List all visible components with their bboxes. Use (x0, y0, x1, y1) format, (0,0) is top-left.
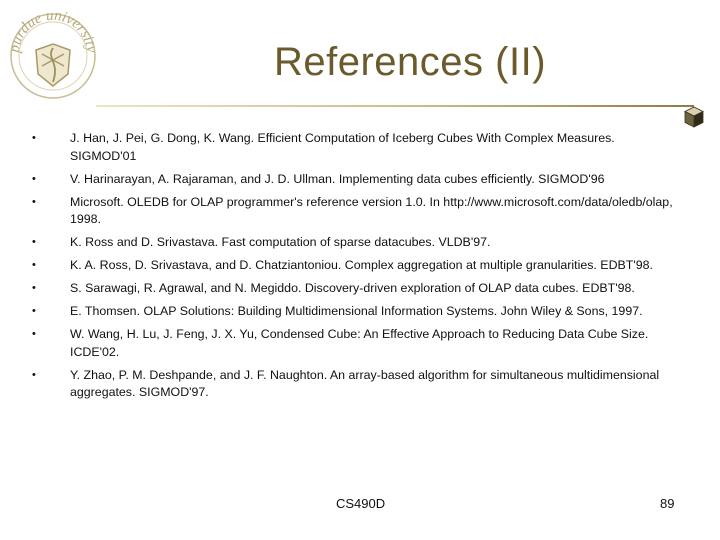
reference-text: V. Harinarayan, A. Rajaraman, and J. D. Ullman. Implementing data cubes efficiently. SIGMOD'96 (70, 171, 605, 186)
reference-list (26, 130, 676, 407)
list-item (26, 257, 676, 275)
bullet: • (32, 328, 36, 340)
bullet: • (32, 172, 36, 185)
university-seal-logo-icon (6, 4, 100, 102)
list-item (26, 280, 676, 298)
reference-text: J. Han, J. Pei, G. Dong, K. Wang. Efficient Computation of Iceberg Cubes With Complex Measures. SIGMOD'01 (70, 131, 615, 163)
page-number: 89 (660, 496, 675, 511)
bullet: • (32, 259, 36, 271)
reference-text: E. Thomsen. OLAP Solutions: Building Multidimensional Information Systems. John Wiley & Sons, 1997. (70, 304, 643, 318)
list-item (26, 130, 676, 165)
reference-text: S. Sarawagi, R. Agrawal, and N. Megiddo. Discovery-driven exploration of OLAP data cubes. EDBT'98. (70, 281, 635, 295)
footer-course-label: CS490D (336, 496, 386, 511)
bullet: • (32, 305, 36, 317)
bullet: • (32, 195, 36, 208)
list-item (26, 326, 676, 361)
bullet: • (32, 282, 36, 294)
list-item (26, 367, 676, 402)
list-item (26, 171, 676, 189)
title-rule (96, 105, 694, 107)
list-item (26, 234, 676, 252)
list-item (26, 194, 676, 229)
list-item (26, 303, 676, 321)
reference-text: Microsoft. OLEDB for OLAP programmer's reference version 1.0. In http://www.microsoft.com/data/oledb/olap, 1998. (70, 194, 673, 226)
bullet: • (32, 132, 36, 144)
bullet: • (32, 368, 36, 381)
seal-lettering: purdue university (6, 7, 100, 54)
slide-title: References (II) (273, 40, 547, 84)
reference-text: K. A. Ross, D. Srivastava, and D. Chatziantoniou. Complex aggregation at multiple granularities. EDBT'98. (70, 258, 653, 272)
reference-text: Y. Zhao, P. M. Deshpande, and J. F. Naughton. An array-based algorithm for simultaneous multidimensional aggregates. SIGMOD'97. (70, 367, 660, 399)
reference-text: W. Wang, H. Lu, J. Feng, J. X. Yu, Condensed Cube: An Effective Approach to Reducing Data Cube Size. ICDE'02. (70, 327, 649, 359)
reference-text: K. Ross and D. Srivastava. Fast computation of sparse datacubes. VLDB'97. (70, 235, 491, 249)
bullet: • (32, 236, 36, 248)
cube-decoration-icon (684, 106, 704, 128)
